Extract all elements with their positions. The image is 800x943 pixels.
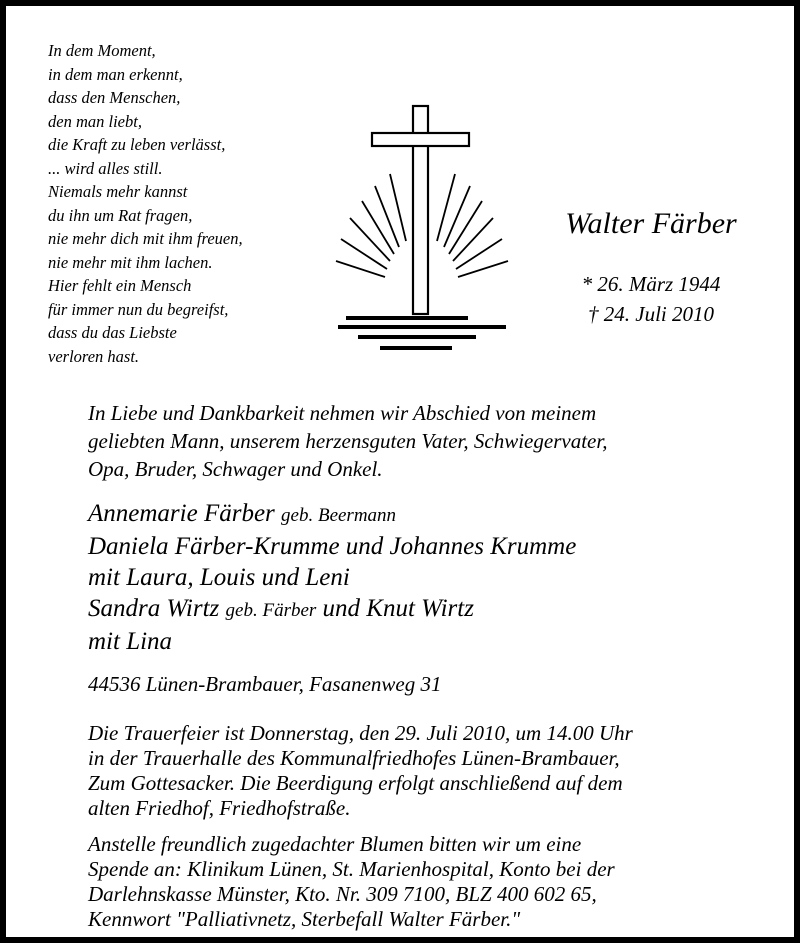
funeral-info-line: in der Trauerhalle des Kommunalfriedhofes Lünen-Brambauer, bbox=[88, 746, 620, 770]
farewell-line: Opa, Bruder, Schwager und Onkel. bbox=[88, 457, 383, 481]
deceased-name: Walter Färber bbox=[565, 207, 737, 240]
donation-line: Darlehnskasse Münster, Kto. Nr. 309 7100, BLZ 400 602 65, bbox=[88, 882, 597, 906]
donation-info bbox=[88, 832, 788, 932]
maiden-name-note: geb. Färber bbox=[225, 600, 317, 621]
poem-line: du ihn um Rat fragen, bbox=[48, 205, 193, 225]
donation-line: Anstelle freundlich zugedachter Blumen bitten wir um eine bbox=[88, 832, 582, 856]
life-dates bbox=[526, 269, 776, 329]
poem-line: die Kraft zu leben verlässt, bbox=[48, 135, 226, 154]
death-date: † 24. Juli 2010 bbox=[588, 302, 714, 326]
mourner-line bbox=[88, 498, 778, 531]
mourner-line bbox=[88, 593, 778, 626]
maiden-name-note: geb. Beermann bbox=[281, 505, 397, 526]
poem-line: Hier fehlt ein Mensch bbox=[48, 276, 192, 295]
mourner-name: und Knut Wirtz bbox=[322, 595, 474, 622]
farewell-line: In Liebe und Dankbarkeit nehmen wir Abschied von meinem bbox=[88, 401, 597, 425]
mourner-line: mit Lina bbox=[88, 628, 173, 655]
funeral-info-line: alten Friedhof, Friedhofstraße. bbox=[88, 796, 351, 820]
address: 44536 Lünen-Brambauer, Fasanenweg 31 bbox=[88, 672, 442, 696]
donation-line: Kennwort "Palliativnetz, Sterbefall Walter Färber." bbox=[88, 907, 521, 931]
poem-line: verloren hast. bbox=[48, 346, 140, 366]
poem-line: Niemals mehr kannst bbox=[48, 182, 188, 201]
mourner-name: Sandra Wirtz bbox=[88, 595, 220, 622]
poem-line: dass den Menschen, bbox=[48, 88, 181, 107]
mourner-name: Annemarie Färber bbox=[88, 500, 275, 527]
poem-line: In dem Moment, bbox=[48, 41, 156, 60]
poem-line: den man liebt, bbox=[48, 111, 142, 131]
poem-line: für immer nun du begreifst, bbox=[48, 299, 229, 319]
poem bbox=[48, 39, 338, 368]
funeral-info-line: Zum Gottesacker. Die Beerdigung erfolgt anschließend auf dem bbox=[88, 771, 623, 795]
mourner-line: Daniela Färber-Krumme und Johannes Krumme bbox=[88, 533, 577, 560]
poem-line: ... wird alles still. bbox=[48, 158, 163, 178]
farewell-line: geliebten Mann, unserem herzensguten Vater, Schwiegervater, bbox=[88, 429, 608, 453]
birth-date: * 26. März 1944 bbox=[581, 272, 721, 296]
farewell-text bbox=[88, 399, 778, 483]
funeral-info-line: Die Trauerfeier ist Donnerstag, den 29. Juli 2010, um 14.00 Uhr bbox=[88, 721, 633, 745]
donation-line: Spende an: Klinikum Lünen, St. Marienhospital, Konto bei der bbox=[88, 857, 615, 881]
mourner-line: mit Laura, Louis und Leni bbox=[88, 564, 350, 591]
poem-line: nie mehr dich mit ihm freuen, bbox=[48, 229, 243, 248]
poem-line: nie mehr mit ihm lachen. bbox=[48, 252, 213, 272]
mourners-list bbox=[88, 498, 778, 657]
poem-line: in dem man erkennt, bbox=[48, 64, 183, 84]
poem-line: dass du das Liebste bbox=[48, 323, 177, 342]
funeral-info bbox=[88, 721, 788, 821]
cross-sunrise-icon bbox=[328, 101, 518, 361]
